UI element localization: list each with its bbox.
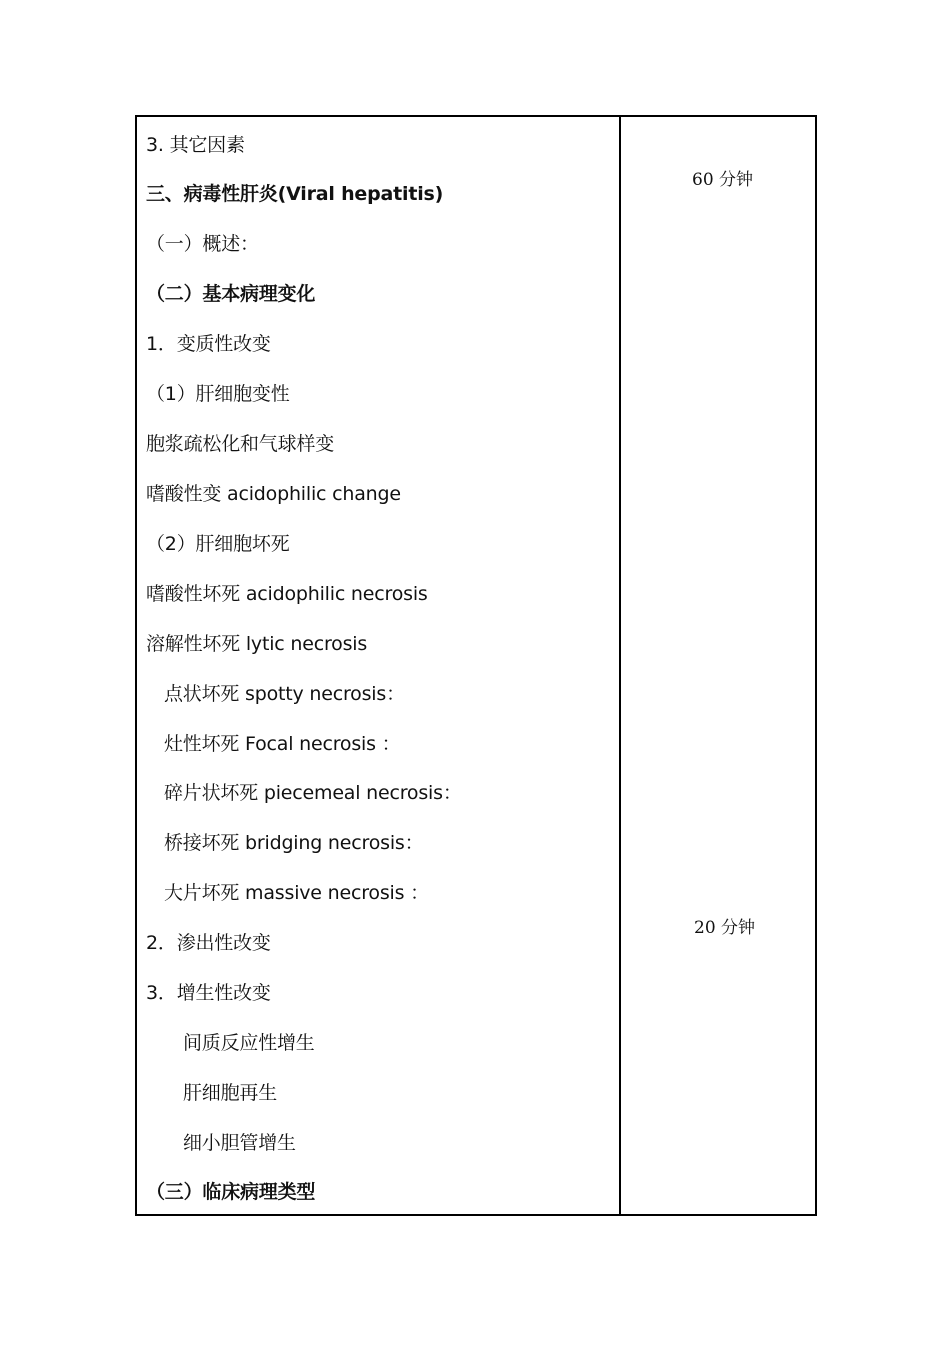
time-label: 20 分钟 [694,918,756,938]
content-line: （1）肝细胞变性 [146,383,290,405]
content-line: 肝细胞再生 [183,1082,278,1104]
content-line: 溶解性坏死 lytic necrosis [146,633,368,655]
content-line: （2）肝细胞坏死 [146,533,290,555]
content-line: 1．变质性改变 [146,333,271,355]
content-line: 3．增生性改变 [146,982,271,1004]
subsection-heading: （二）基本病理变化 [146,283,316,305]
content-line: （一）概述： [146,233,259,255]
content-line: 细小胆管增生 [183,1132,296,1154]
content-line: 2．渗出性改变 [146,932,271,954]
subsection-heading: （三）临床病理类型 [146,1181,316,1203]
section-heading: 三、病毒性肝炎(Viral hepatitis) [146,183,444,205]
time-label: 60 分钟 [692,170,754,190]
lesson-table [135,115,817,1216]
content-line: 点状坏死 spotty necrosis： [164,683,405,705]
content-line: 嗜酸性变 acidophilic change [146,483,401,505]
column-divider [619,117,621,1214]
content-cell [137,117,619,1214]
content-line: 3. 其它因素 [146,134,245,156]
content-line: 灶性坏死 Focal necrosis ： [164,733,401,755]
content-line: 间质反应性增生 [183,1032,315,1054]
content-line: 大片坏死 massive necrosis ： [164,882,429,904]
content-line: 胞浆疏松化和气球样变 [146,433,335,455]
content-line: 嗜酸性坏死 acidophilic necrosis [146,583,428,605]
content-line: 桥接坏死 bridging necrosis： [164,832,424,854]
content-line: 碎片状坏死 piecemeal necrosis： [164,782,462,804]
